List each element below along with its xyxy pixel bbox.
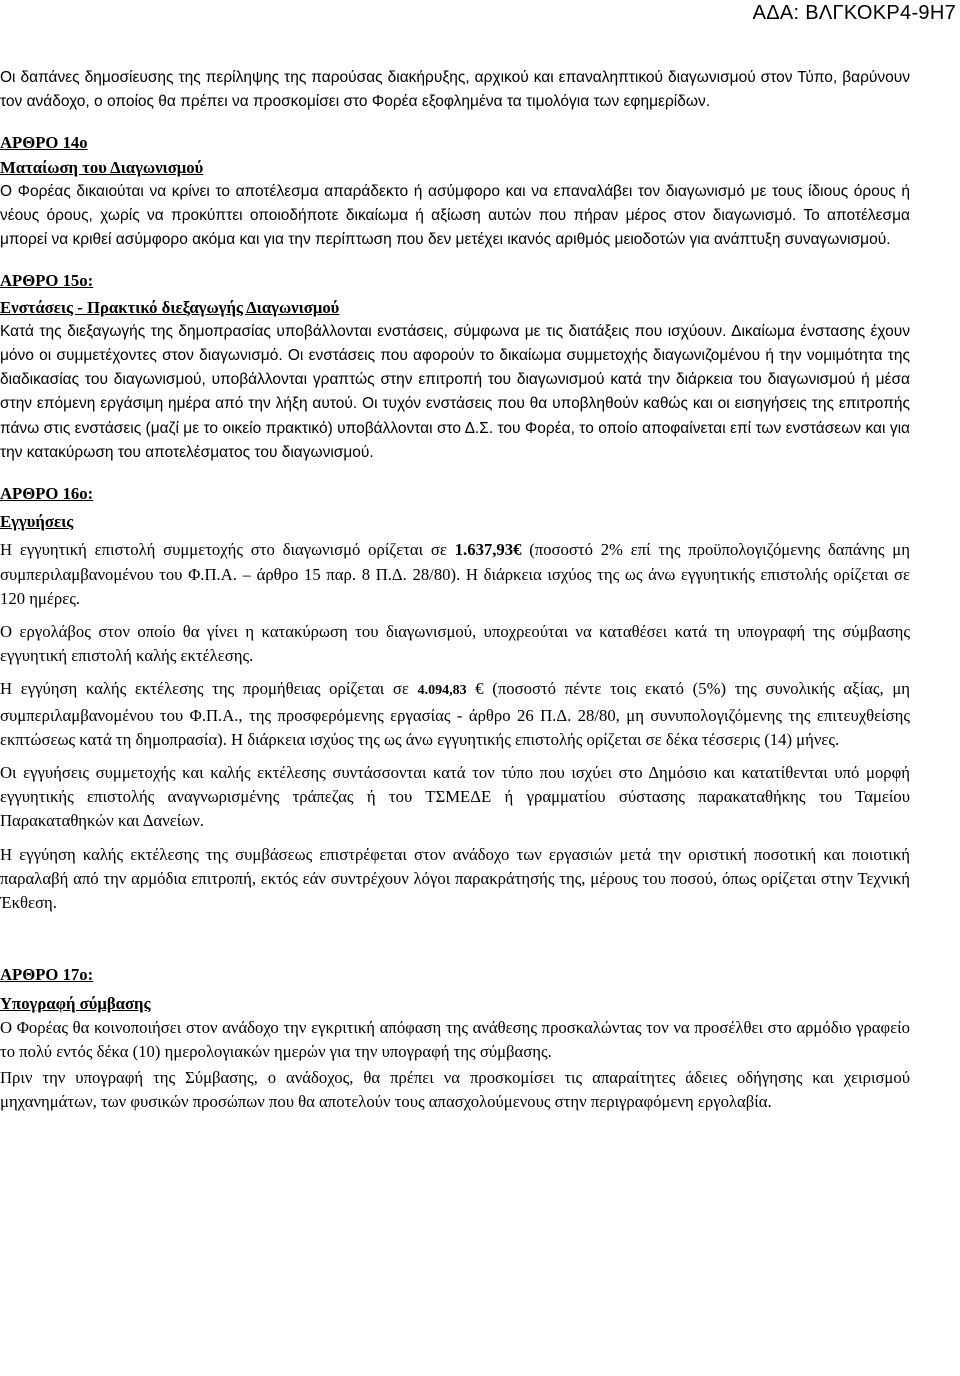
article-16-guarantee-form: Οι εγγυήσεις συμμετοχής και καλής εκτέλεσης συντάσσονται κατά τον τύπο που ισχύει στο Δημόσιο και κατατίθενται υπό μορφή εγγυητικής επιστολής αναγνωρισμένης τράπεζας ή του ΤΣΜΕΔΕ ή γραμματίου σύστασης παρακαταθήκης του Ταμείου Παρακαταθηκών και Δανείων. (0, 763, 910, 831)
article-14-subtitle: Ματαίωση του Διαγωνισμού (0, 157, 204, 177)
article-17-subtitle: Υπογραφή σύμβασης (0, 993, 151, 1013)
article-17-title: ΑΡΘΡΟ 17ο: (0, 965, 94, 985)
article-14-title: ΑΡΘΡΟ 14ο (0, 133, 88, 153)
article-15-text: Κατά της διεξαγωγής της δημοπρασίας υποβάλλονται ενστάσεις, σύμφωνα με τις διατάξεις που ισχύουν. Δικαίωμα ένστασης έχουν μόνο οι συμμετέχοντες στον διαγωνισμό. Οι ενστάσεις που αφορούν το δικαίωμα συμμετοχής διαγωνιζομένου ή την νομιμότητα της διαδικασίας του διαγωνισμού, υποβάλλονται γραπτώς στην επιτροπή του διαγωνισμού κατά την διάρκεια του διαγωνισμού ή μέσα στην επόμενη εργάσιμη ημέρα από την λήξη αυτού. Οι τυχόν ενστάσεις που θα υποβληθούν καθώς και οι εισηγήσεις της επιτροπής πάνω στις ενστάσεις (μαζί με το οικείο πρακτικό) υποβάλλονται στο Δ.Σ. του Φορέα, το οποίο αποφαίνεται επί των ενστάσεων και για την κατακύρωση του αποτελέσματος του διαγωνισμού. (0, 322, 910, 461)
article-17-licenses: Πριν την υπογραφή της Σύμβασης, ο ανάδοχος, θα πρέπει να προσκομίσει τις απαραίτητες άδειες οδήγησης και χειρισμού μηχανημάτων, των φυσικών προσώπων που θα αποτελούν τους απασχολούμενους στην περιγραφόμενη εργολαβία. (0, 1068, 910, 1112)
article-16-guarantee-participation: Η εγγυητική επιστολή συμμετοχής στο διαγωνισμό ορίζεται σε 1.637,93€ (ποσοστό 2% επί της προϋπολογιζόμενης δαπάνης μη συμπεριλαμβανομένου του Φ.Π.Α. – άρθρο 15 παρ. 8 Π.Δ. 28/80). Η διάρκεια ισχύος της ως άνω εγγυητικής επιστολής ορίζεται σε 120 ημέρες. (0, 540, 910, 608)
participation-amount: 1.637,93€ (454, 540, 522, 560)
article-15-title: ΑΡΘΡΟ 15ο: (0, 271, 94, 291)
article-15-subtitle: Ενστάσεις - Πρακτικό διεξαγωγής Διαγωνισμού (0, 297, 340, 317)
intro-paragraph: Οι δαπάνες δημοσίευσης της περίληψης της παρούσας διακήρυξης, αρχικού και επαναληπτικού διαγωνισμού στον Τύπο, βαρύνουν τον ανάδοχο, ο οποίος θα πρέπει να προσκομίσει στο Φορέα εξοφλημένα τα τιμολόγια των εφημερίδων. (0, 69, 910, 111)
article-16-title: ΑΡΘΡΟ 16ο: (0, 484, 94, 504)
article-14-text: Ο Φορέας δικαιούται να κρίνει το αποτέλεσμα απαράδεκτο ή ασύμφορο και να επαναλάβει τον διαγωνισμό με τους ίδιους όρους ή νέους όρους, χωρίς να προκύπτει οποιοδήποτε δικαίωμα ή αξίωση αυτών που πήραν μέρος στον διαγωνισμό. Το αποτέλεσμα μπορεί να κριθεί ασύμφορο ακόμα και για την περίπτωση που δεν μετέχει ικανός αριθμός μειοδοτών για ανάπτυξη συναγωνισμού. (0, 182, 910, 249)
ada-code: ΑΔΑ: ΒΛΓΚΟΚΡ4-9Η7 (752, 2, 956, 24)
article-16-subtitle: Εγγυήσεις (0, 512, 74, 532)
document-body (0, 66, 910, 1115)
article-16-guarantee-performance: Η εγγύηση καλής εκτέλεσης της προμήθειας ορίζεται σε 4.094,83 € (ποσοστό πέντε τοις εκατό (5%) της συνολικής αξίας, μη συμπεριλαμβανομένου του Φ.Π.Α., της προσφερόμενης εργασίας - άρθρο 26 Π.Δ. 28/80, μη συνυπολογιζόμενης της επιτευχθείσης εκπτώσεως κατά τη δημοπρασία). Η διάρκεια ισχύος της ως άνω εγγυητικής επιστολής ορίζεται σε δέκα τέσσερις (14) μήνες. (0, 679, 910, 749)
article-17-notification: Ο Φορέας θα κοινοποιήσει στον ανάδοχο την εγκριτική απόφαση της ανάθεσης προσκαλώντας τον να προσέλθει στο αρμόδιο γραφείο το πολύ εντός δέκα (10) ημερολογιακών ημερών για την υπογραφή της σύμβασης. (0, 1017, 910, 1061)
article-16-contractor-obligation: Ο εργολάβος στον οποίο θα γίνει η κατακύρωση του διαγωνισμού, υποχρεούται να καταθέσει κατά τη υπογραφή της σύμβασης εγγυητική επιστολή καλής εκτέλεσης. (0, 622, 910, 666)
performance-amount: 4.094,83 (417, 683, 467, 699)
article-16-guarantee-return: Η εγγύηση καλής εκτέλεσης της συμβάσεως επιστρέφεται στον ανάδοχο των εργασιών μετά την οριστική ποσοτική και ποιοτική παραλαβή από την αρμόδια επιτροπή, εκτός εάν συντρέχουν λόγοι παρακράτησής της, μέρους του ποσού, όπως ορίζεται στην Τεχνική Έκθεση. (0, 844, 910, 913)
